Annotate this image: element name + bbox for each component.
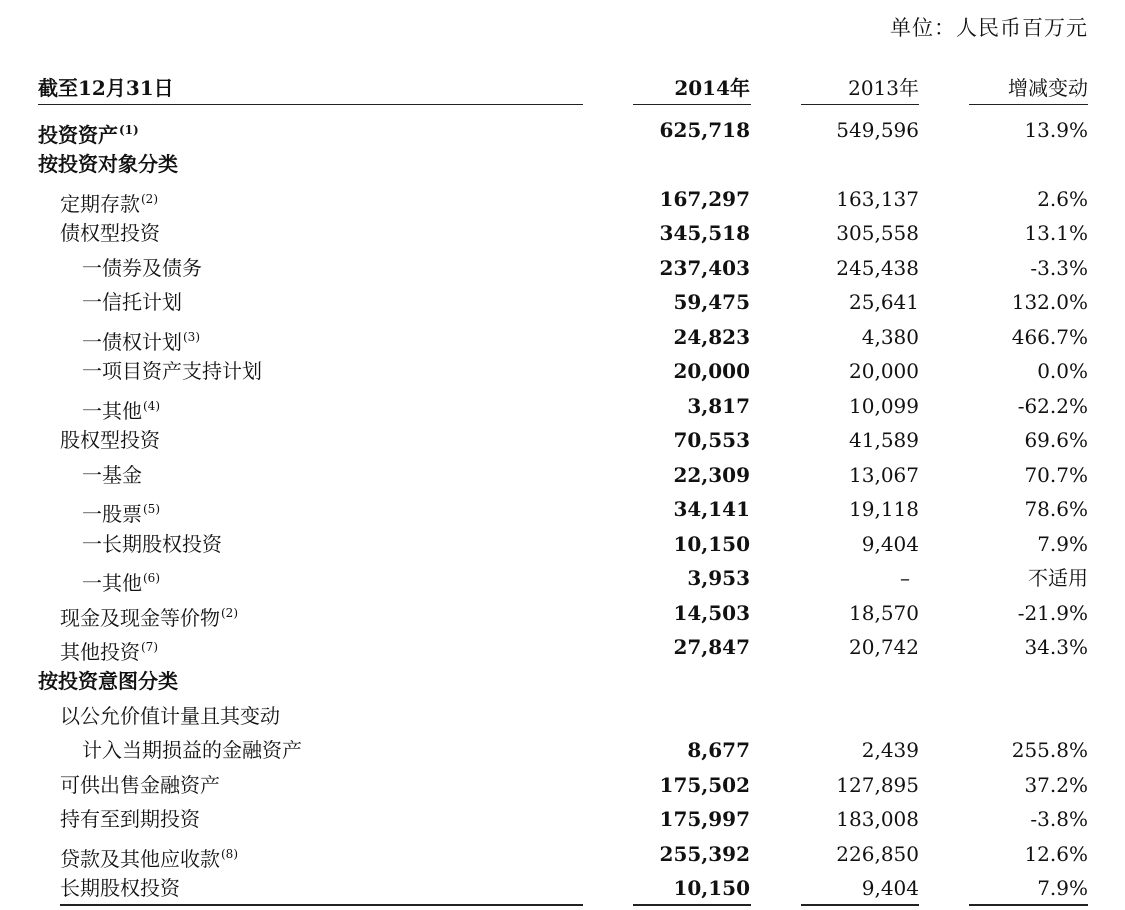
value-2013: 25,641 — [849, 290, 919, 314]
row-label: 一长期股权投资 — [82, 532, 222, 556]
table-header — [0, 71, 1125, 105]
value-2013: 163,137 — [836, 187, 919, 211]
value-change: 7.9% — [1037, 876, 1088, 900]
value-2013: – — [900, 566, 910, 590]
table-row — [0, 802, 1125, 836]
row-label: 一基金 — [82, 463, 142, 487]
section-heading: 按投资对象分类 — [38, 152, 178, 176]
row-label: 其他投资$^{(7)}$ — [60, 640, 158, 664]
table-row — [0, 251, 1125, 285]
table-row — [0, 596, 1125, 630]
value-2014: 255,392 — [659, 842, 750, 866]
row-label: 现金及现金等价物$^{(2)}$ — [60, 606, 238, 630]
value-2013: 549,596 — [836, 118, 919, 142]
value-2013: 19,118 — [849, 497, 919, 521]
value-change: 34.3% — [1024, 635, 1088, 659]
row-label: 定期存款$^{(2)}$ — [60, 192, 158, 216]
value-2014: 175,997 — [659, 807, 750, 831]
table-row — [0, 320, 1125, 354]
value-2013: 41,589 — [849, 428, 919, 452]
table-row — [0, 561, 1125, 595]
value-2014: 27,847 — [673, 635, 750, 659]
value-2014: 237,403 — [659, 256, 750, 280]
value-2014: 70,553 — [673, 428, 750, 452]
value-change: 132.0% — [1011, 290, 1088, 314]
value-change: 255.8% — [1011, 738, 1088, 762]
header-rule-change — [969, 104, 1088, 105]
value-change: -21.9% — [1017, 601, 1088, 625]
row-label: 以公允价值计量且其变动 — [60, 704, 280, 728]
row-label: 一项目资产支持计划 — [82, 359, 262, 383]
value-change: 69.6% — [1024, 428, 1088, 452]
row-label: 一股票$^{(5)}$ — [82, 502, 160, 526]
value-2014: 345,518 — [659, 221, 750, 245]
bottom-rule-label — [60, 904, 583, 906]
value-change: 7.9% — [1037, 532, 1088, 556]
value-2013: 226,850 — [836, 842, 919, 866]
header-label: 截至12月31日 — [38, 76, 174, 100]
table-row — [0, 354, 1125, 388]
value-2014: 34,141 — [673, 497, 750, 521]
table-row — [0, 216, 1125, 250]
value-2014: 175,502 — [659, 773, 750, 797]
value-change: 70.7% — [1024, 463, 1088, 487]
header-change: 增减变动 — [1008, 76, 1088, 100]
table-row — [0, 733, 1125, 767]
unit-label: 单位：人民币百万元 — [890, 16, 1088, 40]
row-label: 一其他$^{(4)}$ — [82, 399, 160, 423]
value-2014: 14,503 — [673, 601, 750, 625]
table-row — [0, 768, 1125, 802]
row-label: 股权型投资 — [60, 428, 160, 452]
table-row — [0, 113, 1125, 147]
value-change: 不适用 — [1028, 566, 1088, 590]
value-2013: 18,570 — [849, 601, 919, 625]
header-2014: 2014年 — [674, 76, 750, 100]
table-row — [0, 285, 1125, 319]
value-2013: 9,404 — [861, 532, 919, 556]
value-2014: 3,817 — [687, 394, 750, 418]
bottom-rule-change — [969, 904, 1088, 906]
value-change: 13.9% — [1024, 118, 1088, 142]
value-2013: 10,099 — [849, 394, 919, 418]
table-row — [0, 527, 1125, 561]
value-2013: 2,439 — [861, 738, 919, 762]
value-2013: 20,742 — [849, 635, 919, 659]
value-2013: 4,380 — [861, 325, 919, 349]
table-row — [0, 423, 1125, 457]
value-2013: 245,438 — [836, 256, 919, 280]
value-2014: 10,150 — [673, 532, 750, 556]
bottom-rule-2014 — [633, 904, 751, 906]
value-change: 0.0% — [1037, 359, 1088, 383]
row-label: 债权型投资 — [60, 221, 160, 245]
bottom-rule-2013 — [801, 904, 919, 906]
row-label: 计入当期损益的金融资产 — [82, 738, 302, 762]
value-2013: 183,008 — [836, 807, 919, 831]
header-2013: 2013年 — [848, 76, 919, 100]
header-rule-label — [38, 104, 583, 105]
value-change: 13.1% — [1024, 221, 1088, 245]
value-change: 78.6% — [1024, 497, 1088, 521]
value-2014: 625,718 — [659, 118, 750, 142]
row-label: 一债券及债务 — [82, 256, 202, 280]
row-label: 贷款及其他应收款$^{(8)}$ — [60, 847, 238, 871]
row-label: 一其他$^{(6)}$ — [82, 571, 160, 595]
row-label: 一债权计划$^{(3)}$ — [82, 330, 200, 354]
value-change: -62.2% — [1017, 394, 1088, 418]
row-label: 投资资产$^{(1)}$ — [38, 123, 139, 147]
value-2014: 3,953 — [687, 566, 750, 590]
value-2014: 24,823 — [673, 325, 750, 349]
value-2013: 9,404 — [861, 876, 919, 900]
value-2013: 20,000 — [849, 359, 919, 383]
row-label: 可供出售金融资产 — [60, 773, 220, 797]
value-2014: 22,309 — [673, 463, 750, 487]
value-2014: 20,000 — [673, 359, 750, 383]
value-change: -3.3% — [1030, 256, 1088, 280]
header-rule-2014 — [633, 104, 751, 105]
row-label: 长期股权投资 — [60, 876, 180, 900]
table-row — [0, 699, 1125, 733]
value-change: 37.2% — [1024, 773, 1088, 797]
value-2013: 127,895 — [836, 773, 919, 797]
value-2014: 59,475 — [673, 290, 750, 314]
table-row — [0, 871, 1125, 905]
value-2014: 167,297 — [659, 187, 750, 211]
table-row — [0, 182, 1125, 216]
value-2013: 13,067 — [849, 463, 919, 487]
table-row — [0, 630, 1125, 664]
value-2013: 305,558 — [836, 221, 919, 245]
row-label: 持有至到期投资 — [60, 807, 200, 831]
value-2014: 10,150 — [673, 876, 750, 900]
table-row — [0, 389, 1125, 423]
table-row — [0, 664, 1125, 698]
value-change: 466.7% — [1011, 325, 1088, 349]
table-row — [0, 458, 1125, 492]
section-heading: 按投资意图分类 — [38, 669, 178, 693]
table-row — [0, 837, 1125, 871]
value-2014: 8,677 — [687, 738, 750, 762]
table-row — [0, 492, 1125, 526]
table-row — [0, 147, 1125, 181]
header-rule-2013 — [801, 104, 919, 105]
value-change: -3.8% — [1030, 807, 1088, 831]
value-change: 2.6% — [1037, 187, 1088, 211]
row-label: 一信托计划 — [82, 290, 182, 314]
value-change: 12.6% — [1024, 842, 1088, 866]
